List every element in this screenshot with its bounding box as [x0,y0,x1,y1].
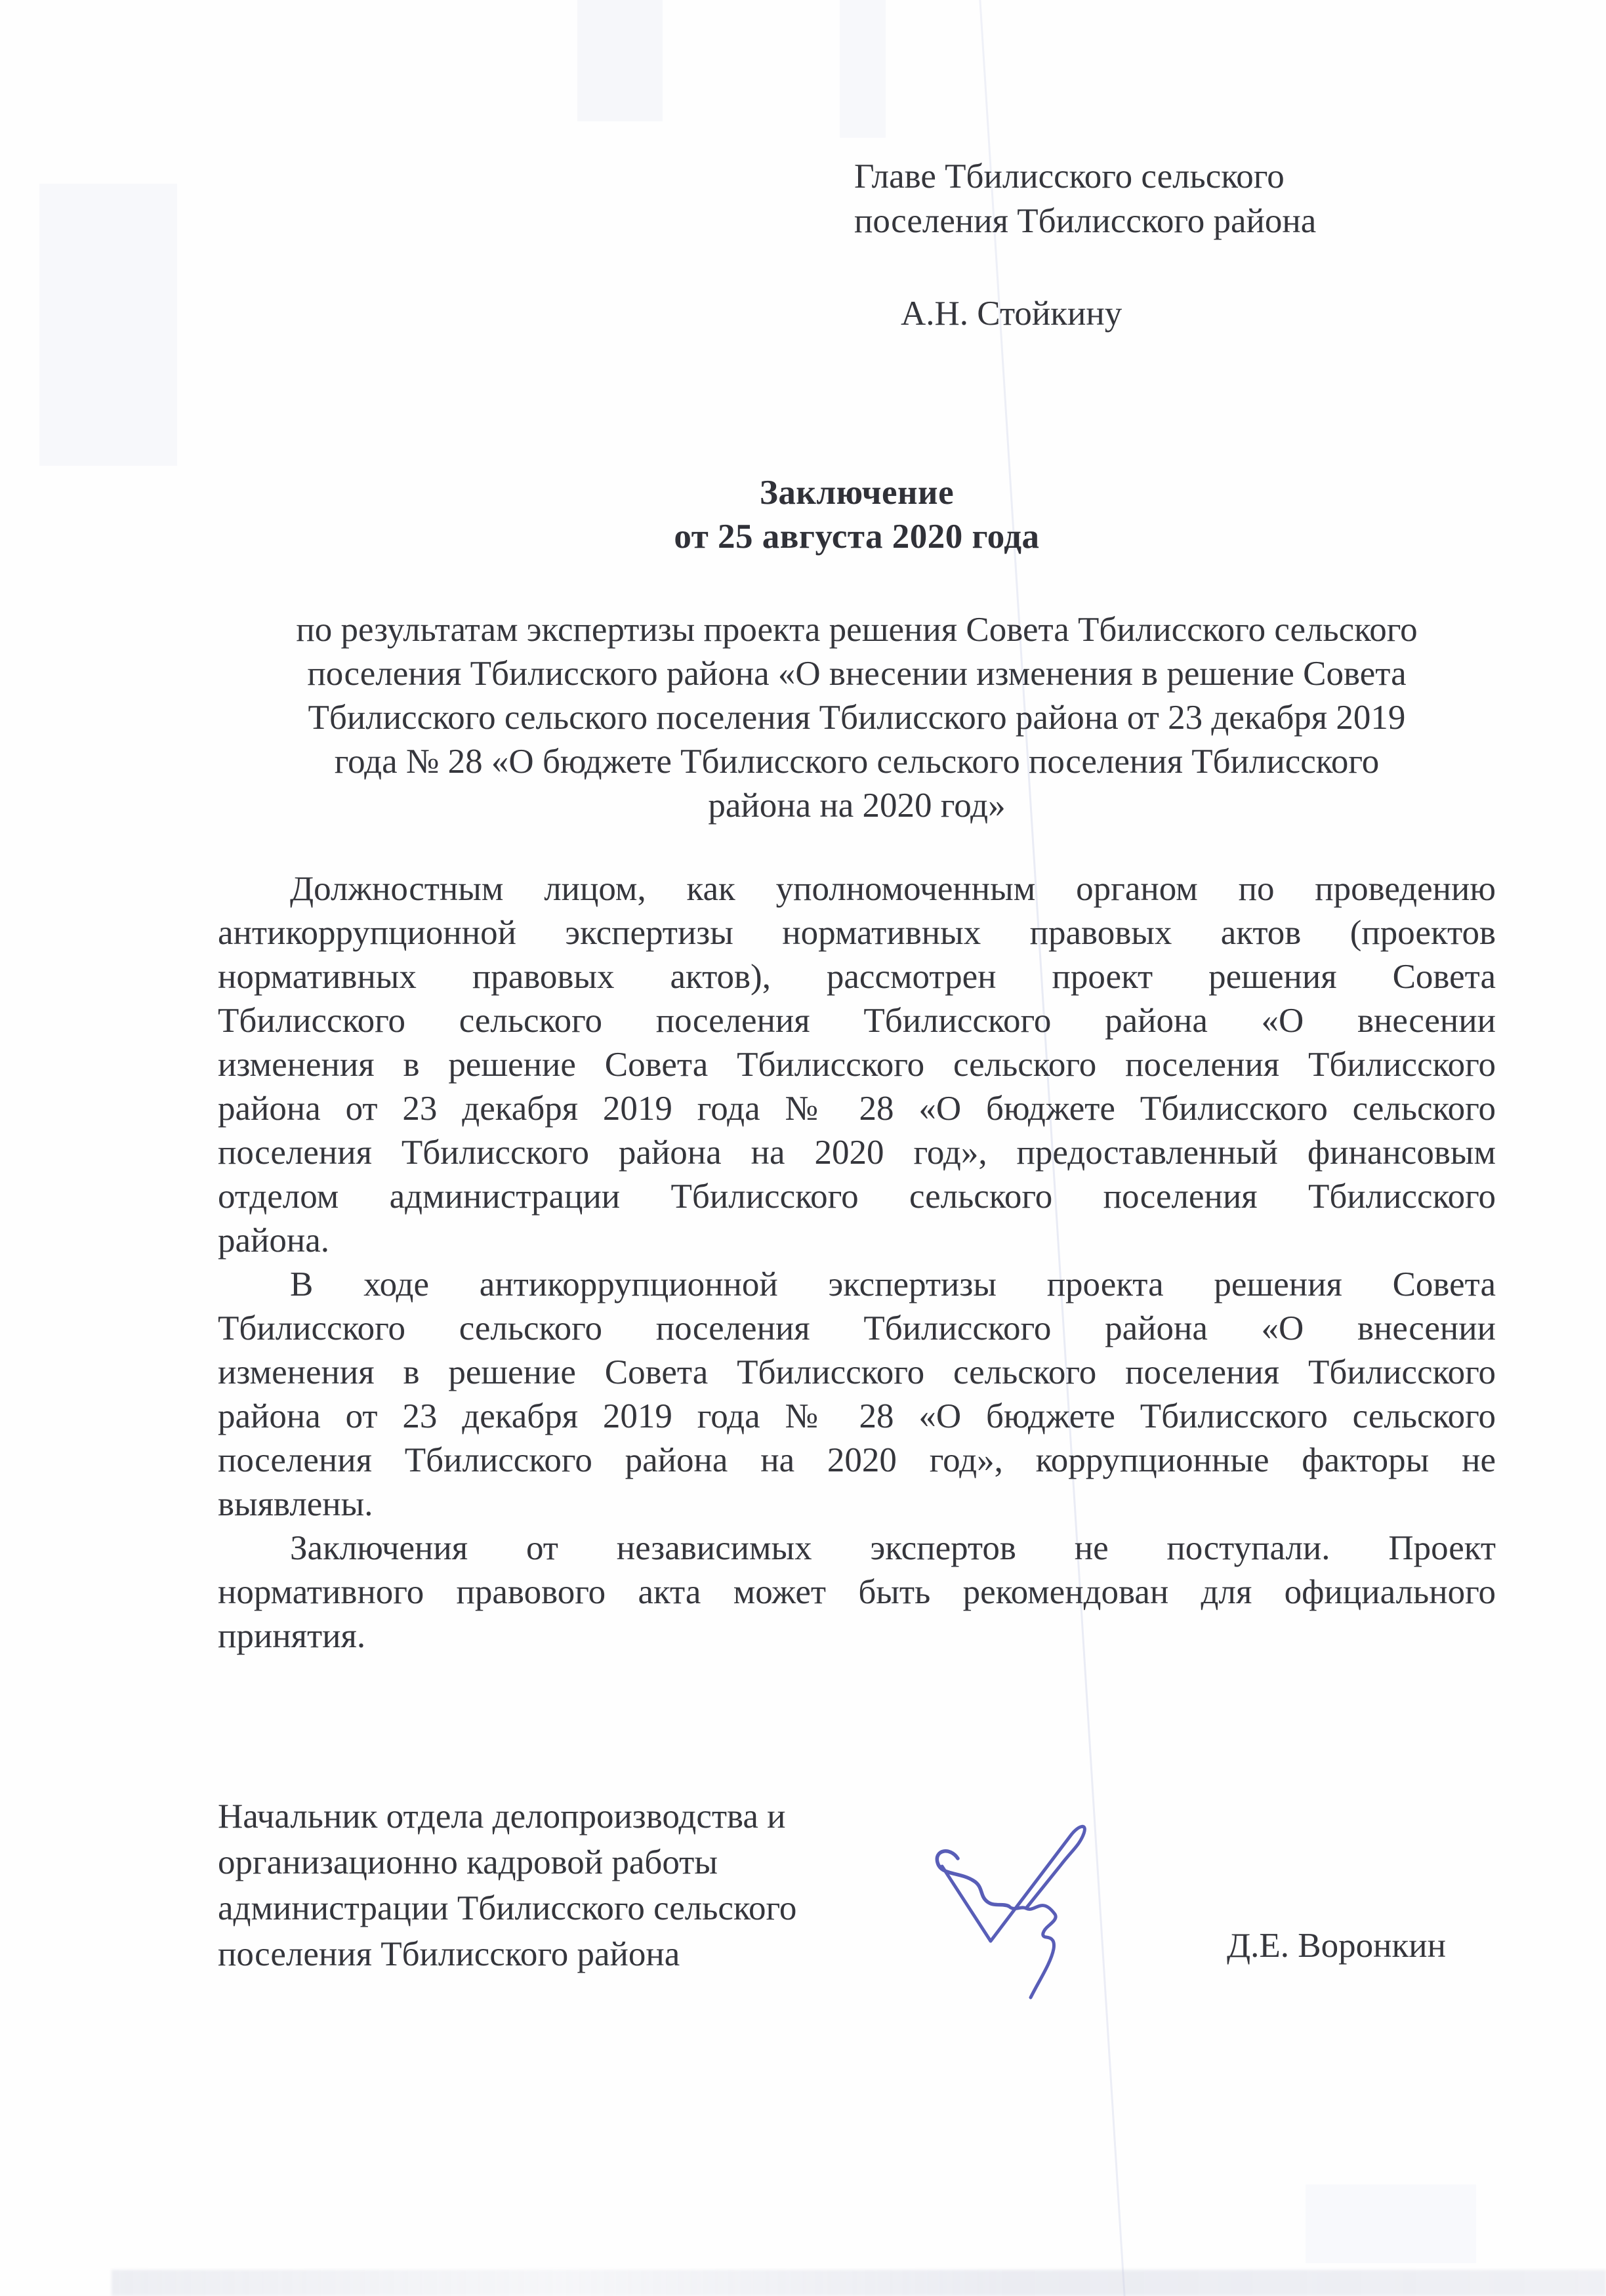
body-line: поселения Тбилисского района на 2020 год», коррупционные факторы не [218,1441,1496,1479]
scan-noise-patch [39,184,177,466]
body-line: антикоррупционной экспертизы нормативных правовых актов (проектов [218,914,1496,952]
body-line: района от 23 декабря 2019 года № 28 «О бюджете Тбилисского сельского [218,1397,1496,1435]
signoff-position-line: администрации Тбилисского сельского [218,1889,797,1927]
body-line: поселения Тбилисского района на 2020 год», предоставленный финансовым [218,1134,1496,1172]
scan-noise-patch [577,0,663,121]
body-line: В ходе антикоррупционной экспертизы проекта решения Совета [290,1265,1496,1303]
subject-line: района на 2020 год» [708,787,1006,825]
subject-line: года № 28 «О бюджете Тбилисского сельского поселения Тбилисского [334,743,1380,781]
body-paragraph [218,1527,1496,1658]
body-line: изменения в решение Совета Тбилисского сельского поселения Тбилисского [218,1353,1496,1391]
scan-noise-patch [1306,2184,1476,2263]
document-date: от 25 августа 2020 года [674,518,1040,556]
body-line: района от 23 декабря 2019 года № 28 «О бюджете Тбилисского сельского [218,1090,1496,1128]
handwritten-signature-icon [916,1796,1100,2013]
recipient-line: Главе Тбилисского сельского [854,157,1285,195]
body-line: Тбилисского сельского поселения Тбилисского района «О внесении [218,1002,1496,1040]
scan-noise-patch [840,0,886,138]
body-line: изменения в решение Совета Тбилисского сельского поселения Тбилисского [218,1046,1496,1084]
body-line: отделом администрации Тбилисского сельского поселения Тбилисского [218,1178,1496,1216]
body-line: Заключения от независимых экспертов не поступали. Проект [290,1529,1496,1567]
signoff-position-line: организационно кадровой работы [218,1843,718,1881]
document-body [218,867,1496,1658]
document-title: Заключение [759,474,955,512]
body-paragraph [218,1263,1496,1527]
body-line: района. [218,1221,330,1260]
body-line: Тбилисского сельского поселения Тбилисского района «О внесении [218,1309,1496,1347]
subject-line: поселения Тбилисского района «О внесении изменения в решение Совета [307,655,1407,693]
body-paragraph [218,867,1496,1263]
body-line: Должностным лицом, как уполномоченным органом по проведению [290,870,1496,908]
subject-line: Тбилисского сельского поселения Тбилисского района от 23 декабря 2019 [308,699,1406,737]
body-line: нормативного правового акта может быть рекомендован для официального [218,1573,1496,1611]
recipient-block [854,154,1543,243]
body-line: принятия. [218,1617,366,1655]
body-line: нормативных правовых актов), рассмотрен проект решения Совета [218,958,1496,996]
scan-edge-shadow [112,2270,1606,2296]
recipient-line: поселения Тбилисского района [854,202,1317,240]
title-block [218,471,1496,559]
subject-line: по результатам экспертизы проекта решения Совета Тбилисского сельского [296,611,1418,649]
body-line: выявлены. [218,1485,373,1523]
signoff-name: Д.Е. Воронкин [1227,1927,1446,1965]
signoff-position-line: поселения Тбилисского района [218,1935,680,1973]
signoff-position-block [218,1794,861,1977]
signoff-position-line: Начальник отдела делопроизводства и [218,1797,786,1835]
subject-block [218,608,1496,828]
recipient-name: А.Н. Стойкину [901,295,1122,333]
